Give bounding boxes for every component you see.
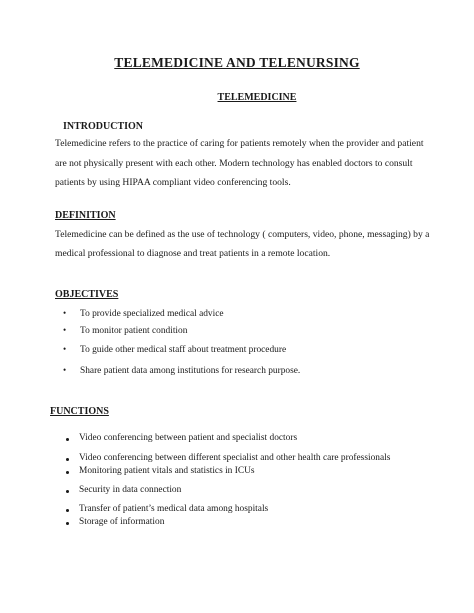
function-bullet-icon: [66, 490, 69, 493]
function-item: Storage of information: [79, 517, 165, 527]
document-title: TELEMEDICINE AND TELENURSING: [114, 55, 360, 70]
introduction-line-3: patients by using HIPAA compliant video conferencing tools.: [55, 177, 291, 188]
introduction-line-2: are not physically present with each other. Modern technology has enabled doctors to consult: [55, 158, 413, 169]
function-item: Transfer of patient’s medical data among hospitals: [79, 504, 269, 514]
function-item: Security in data connection: [79, 485, 182, 495]
function-item: Monitoring patient vitals and statistics in ICUs: [79, 466, 255, 476]
objective-item: To provide specialized medical advice: [80, 309, 224, 319]
function-bullet-icon: [66, 458, 69, 461]
definition-line-1: Telemedicine can be defined as the use of technology ( computers, video, phone, messaging) by a: [55, 229, 430, 240]
objective-item: To guide other medical staff about treatment procedure: [80, 345, 287, 355]
definition-heading: DEFINITION: [55, 210, 116, 221]
introduction-line-1: Telemedicine refers to the practice of caring for patients remotely when the provider and patient: [55, 138, 424, 149]
objective-bullet-icon: •: [63, 325, 67, 335]
function-bullet-icon: [66, 471, 69, 474]
functions-heading: FUNCTIONS: [50, 406, 109, 417]
objective-item: Share patient data among institutions for research purpose.: [80, 366, 301, 376]
objective-bullet-icon: •: [63, 308, 67, 318]
function-item: Video conferencing between patient and specialist doctors: [79, 433, 298, 443]
function-bullet-icon: [66, 509, 69, 512]
definition-line-2: medical professional to diagnose and treat patients in a remote location.: [55, 248, 331, 259]
objective-bullet-icon: •: [63, 365, 67, 375]
function-bullet-icon: [66, 438, 69, 441]
objective-bullet-icon: •: [63, 344, 67, 354]
introduction-heading: INTRODUCTION: [63, 121, 144, 132]
objective-item: To monitor patient condition: [80, 326, 188, 336]
function-item: Video conferencing between different specialist and other health care professionals: [79, 453, 391, 463]
function-bullet-icon: [66, 522, 69, 525]
objectives-heading: OBJECTIVES: [55, 289, 119, 300]
document-subtitle: TELEMEDICINE: [217, 92, 297, 103]
